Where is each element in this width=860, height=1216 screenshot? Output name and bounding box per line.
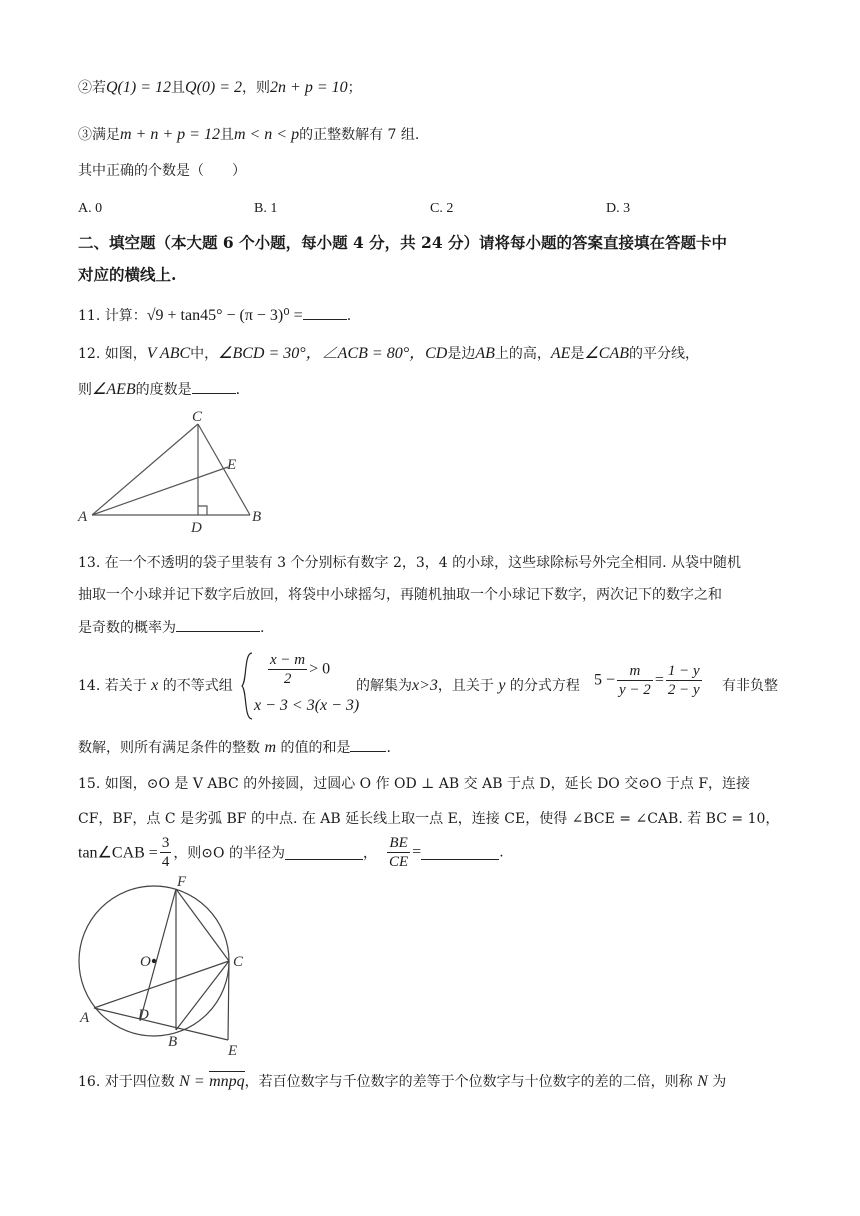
label-f: F [177, 874, 187, 890]
label-a: A [80, 1010, 90, 1026]
text: 是奇数的概率为 [78, 620, 176, 636]
text: 是边 [447, 346, 476, 362]
numerator: m [617, 662, 653, 681]
inequality-2: x − 3 < 3(x − 3) [254, 697, 360, 714]
math-segment: AB [475, 345, 495, 362]
choice-b: B. 1 [254, 201, 278, 216]
choice-a: A. 0 [78, 201, 103, 216]
label-d: D [191, 520, 202, 535]
segment-fc [176, 889, 229, 961]
end-punct: . [499, 844, 504, 861]
math-triangle: V ABC [146, 345, 191, 362]
math-n: N [697, 1073, 708, 1090]
numerator: BE [387, 834, 410, 853]
math-expression: √9 + tan45° − (π − 3)⁰ = [146, 307, 303, 324]
question-13-line-2: 抽取一个小球并记下数字后放回，将袋中小球摇匀，再随机抽取一个小球记下数字，两次记下的数字之和 [78, 587, 722, 603]
label-b: B [252, 509, 262, 525]
question-12-line-1 [78, 344, 699, 364]
question-number: 11. 计算： [78, 308, 147, 324]
label-e: E [227, 457, 237, 473]
math-var: y [498, 677, 506, 694]
q10-statement-3 [78, 125, 419, 145]
fractional-equation [594, 662, 704, 699]
inequality-1 [266, 651, 330, 688]
math-segment: AE [550, 345, 571, 362]
denominator: 2 − y [667, 682, 700, 698]
end-punct: . [235, 382, 241, 398]
text: 的值的和是 [280, 740, 351, 756]
math-angle: ∠AEB [92, 381, 136, 398]
end-punct: . [386, 740, 391, 756]
question-15-line-3 [78, 834, 504, 871]
answer-blank [303, 305, 347, 320]
label-d: D [138, 1007, 149, 1023]
inequality-system [240, 651, 360, 721]
then-text: ，则 [242, 80, 271, 96]
side-ac [92, 424, 198, 515]
and-text: 且 [171, 80, 186, 96]
left-brace [240, 651, 254, 721]
equals-sign: = [412, 843, 422, 861]
question-12-line-2 [78, 379, 240, 400]
label-o: O [140, 954, 151, 970]
text: 上的高， [494, 346, 551, 362]
text: 14. 若关于 [78, 678, 147, 694]
statement-tail: 的正整数解有 7 组. [299, 127, 420, 143]
statement-mark: ②若 [78, 80, 106, 96]
text: 是 [570, 346, 585, 362]
q10-stem: 其中正确的个数是（ ） [78, 163, 246, 179]
fraction [268, 651, 307, 688]
section-heading-line-2: 对应的横线上. [78, 265, 177, 284]
text: 的平分线， [628, 346, 699, 362]
math-condition-2: m < n < p [233, 126, 300, 143]
answer-blank [192, 379, 236, 394]
answer-blank [176, 617, 260, 632]
label-a: A [78, 509, 88, 525]
math-tan: tan∠CAB = [78, 844, 158, 862]
text: 的不等式组 [162, 678, 233, 694]
question-15-line-2: CF，BF，点 C 是劣弧 BF 的中点. 在 AB 延长线上取一点 E，连接 CE，使得 ∠BCE = ∠CAB. 若 BC = 10， [78, 811, 780, 827]
numerator: 3 [161, 835, 170, 851]
math-var: x [151, 677, 159, 694]
text: 为 [712, 1074, 727, 1090]
text: ，且关于 [437, 678, 494, 694]
answer-blank [350, 737, 386, 752]
statement-mark: ③满足 [78, 127, 120, 143]
fraction-2 [666, 662, 702, 699]
label-c: C [192, 409, 203, 425]
math-n: N = [179, 1073, 205, 1090]
denominator: y − 2 [619, 682, 651, 698]
eq-left: 5 − [594, 671, 616, 689]
math-overline-number: mnpq [209, 1073, 245, 1090]
numerator: x − m [270, 652, 306, 668]
choice-d: D. 3 [606, 201, 631, 216]
question-14-line-1-a [78, 676, 233, 696]
section-heading-line-1: 二、填空题（本大题 6 个小题，每小题 4 分，共 24 分）请将每小题的答案直接填在答题卡中 [78, 233, 728, 252]
text: 则 [78, 382, 92, 398]
q10-statement-2 [78, 78, 362, 98]
text: 的度数是 [135, 382, 192, 398]
denominator: 2 [283, 671, 292, 687]
text: 中， [190, 346, 219, 362]
equals-sign: = [654, 671, 664, 689]
answer-blank-ratio [421, 845, 499, 860]
text: ，若百位数字与千位数字的差等于个位数字与十位数字的差的二倍，则称 [244, 1074, 693, 1090]
solution-set: x>3 [412, 677, 438, 694]
math-angle: ∠CAB [584, 345, 629, 362]
text: 16. 对于四位数 [78, 1074, 175, 1090]
end-punct: . [260, 620, 265, 636]
text: 数解，则所有满足条件的整数 [78, 740, 260, 756]
fraction-be-ce [387, 834, 410, 871]
math-condition-1: m + n + p = 12 [120, 126, 220, 143]
label-c: C [233, 954, 244, 970]
fraction-1 [617, 662, 653, 699]
text: ， [362, 845, 377, 862]
question-15-line-1: 15. 如图，⊙O 是 V ABC 的外接圆，过圆心 O 作 OD ⊥ AB 交 AB 于点 D，延长 DO 交⊙O 于点 F，连接 [78, 776, 751, 792]
side-cb [198, 424, 250, 515]
answer-blank-radius [285, 845, 363, 860]
question-11 [78, 305, 351, 326]
math-conclusion: 2n + p = 10 [270, 79, 348, 96]
numerator: 1 − y [667, 663, 700, 679]
fraction-3-4 [160, 834, 172, 871]
choice-c: C. 2 [430, 201, 454, 216]
triangle-figure [70, 405, 270, 535]
math-condition-2: Q(0) = 2 [185, 79, 243, 96]
and-text: 且 [219, 127, 234, 143]
question-16 [78, 1072, 726, 1092]
text: 的分式方程 [509, 678, 580, 694]
segment-ac [94, 961, 229, 1008]
end-punct: . [346, 308, 352, 324]
text: 的解集为 [356, 678, 412, 694]
question-13-line-3 [78, 617, 264, 638]
label-e: E [228, 1043, 238, 1059]
circle-figure [78, 872, 278, 1064]
question-14-line-1-b [356, 676, 580, 696]
math-conditions: ∠BCD = 30°，∠ACB = 80°，CD [218, 345, 448, 362]
denominator: 4 [161, 854, 170, 870]
question-13-line-1: 13. 在一个不透明的袋子里装有 3 个分别标有数字 2，3，4 的小球，这些球除标号外完全相同. 从袋中随机 [78, 555, 742, 571]
text: 12. 如图， [78, 346, 147, 362]
relation: > 0 [309, 660, 331, 678]
denominator: CE [388, 854, 409, 870]
label-b: B [168, 1034, 178, 1050]
right-angle-mark [198, 506, 207, 515]
end-punct: ； [347, 80, 362, 96]
question-14-line-2 [78, 737, 391, 758]
math-condition-1: Q(1) = 12 [106, 79, 172, 96]
text: ，则⊙O 的半径为 [173, 845, 285, 862]
question-14-line-1-c: 有非负整 [722, 678, 778, 694]
center-dot [152, 959, 156, 963]
math-var: m [264, 739, 277, 756]
